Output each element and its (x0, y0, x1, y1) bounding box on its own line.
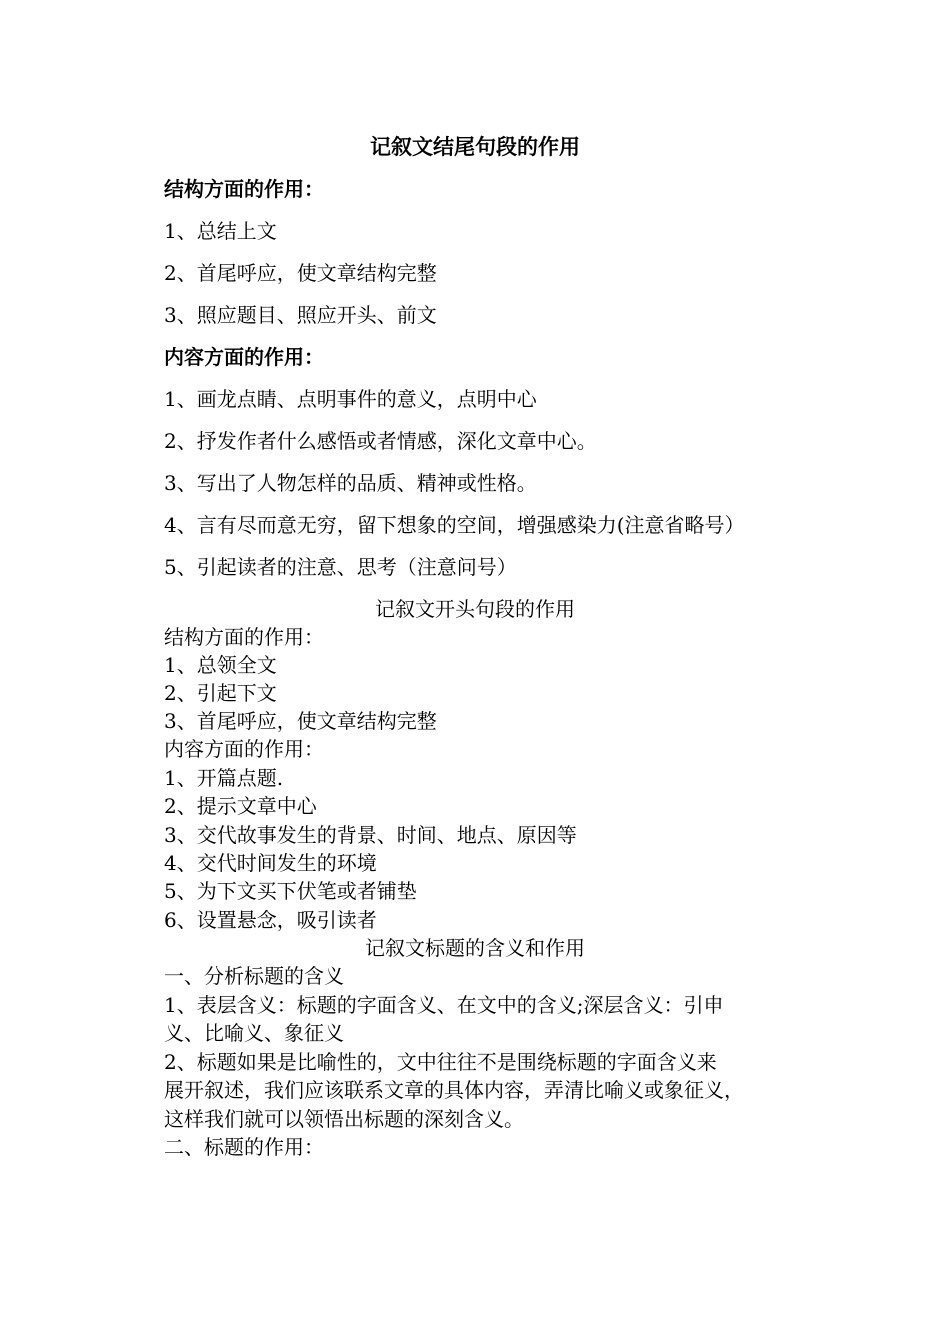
section2-content-item: 5、为下文买下伏笔或者铺垫 (164, 879, 417, 903)
section3-paragraph-line: 1、表层含义：标题的字面含义、在文中的含义;深层含义：引申 (164, 993, 724, 1017)
section1-content-item: 2、抒发作者什么感悟或者情感，深化文章中心。 (164, 429, 597, 453)
section2-structure-heading: 结构方面的作用： (164, 625, 324, 649)
section1-content-item: 5、引起读者的注意、思考（注意问号） (164, 555, 517, 579)
section1-structure-item: 3、照应题目、照应开头、前文 (164, 303, 437, 327)
section2-content-item: 1、开篇点题. (164, 766, 284, 790)
section2-content-item: 3、交代故事发生的背景、时间、地点、原因等 (164, 823, 577, 847)
section2-content-item: 2、提示文章中心 (164, 794, 317, 818)
section1-content-item: 1、画龙点睛、点明事件的意义，点明中心 (164, 387, 537, 411)
section2-structure-item: 2、引起下文 (164, 681, 277, 705)
section1-structure-heading: 结构方面的作用： (164, 177, 324, 201)
section3-paragraph-line: 展开叙述，我们应该联系文章的具体内容，弄清比喻义或象征义， (164, 1078, 744, 1102)
section3-part2-heading: 二、标题的作用： (164, 1135, 324, 1159)
section3-paragraph-line: 义、比喻义、象征义 (164, 1021, 344, 1045)
section2-title: 记叙文开头句段的作用 (375, 597, 575, 621)
section2-content-item: 4、交代时间发生的环境 (164, 851, 377, 875)
section2-content-item: 6、设置悬念，吸引读者 (164, 908, 377, 932)
section2-structure-item: 1、总领全文 (164, 653, 277, 677)
section3-part1-heading: 一、分析标题的含义 (164, 964, 344, 988)
section2-content-heading: 内容方面的作用： (164, 737, 324, 761)
section1-structure-item: 2、首尾呼应，使文章结构完整 (164, 261, 437, 285)
section3-title: 记叙文标题的含义和作用 (365, 936, 585, 960)
section3-paragraph-line: 这样我们就可以领悟出标题的深刻含义。 (164, 1107, 524, 1131)
section1-content-item: 3、写出了人物怎样的品质、精神或性格。 (164, 471, 537, 495)
section1-structure-item: 1、总结上文 (164, 219, 277, 243)
section1-content-item: 4、言有尽而意无穷，留下想象的空间，增强感染力(注意省略号） (164, 513, 745, 537)
section2-structure-item: 3、首尾呼应，使文章结构完整 (164, 709, 437, 733)
section1-title: 记叙文结尾句段的作用 (370, 134, 580, 159)
section1-content-heading: 内容方面的作用： (164, 345, 324, 369)
section3-paragraph-line: 2、标题如果是比喻性的，文中往往不是围绕标题的字面含义来 (164, 1050, 717, 1074)
